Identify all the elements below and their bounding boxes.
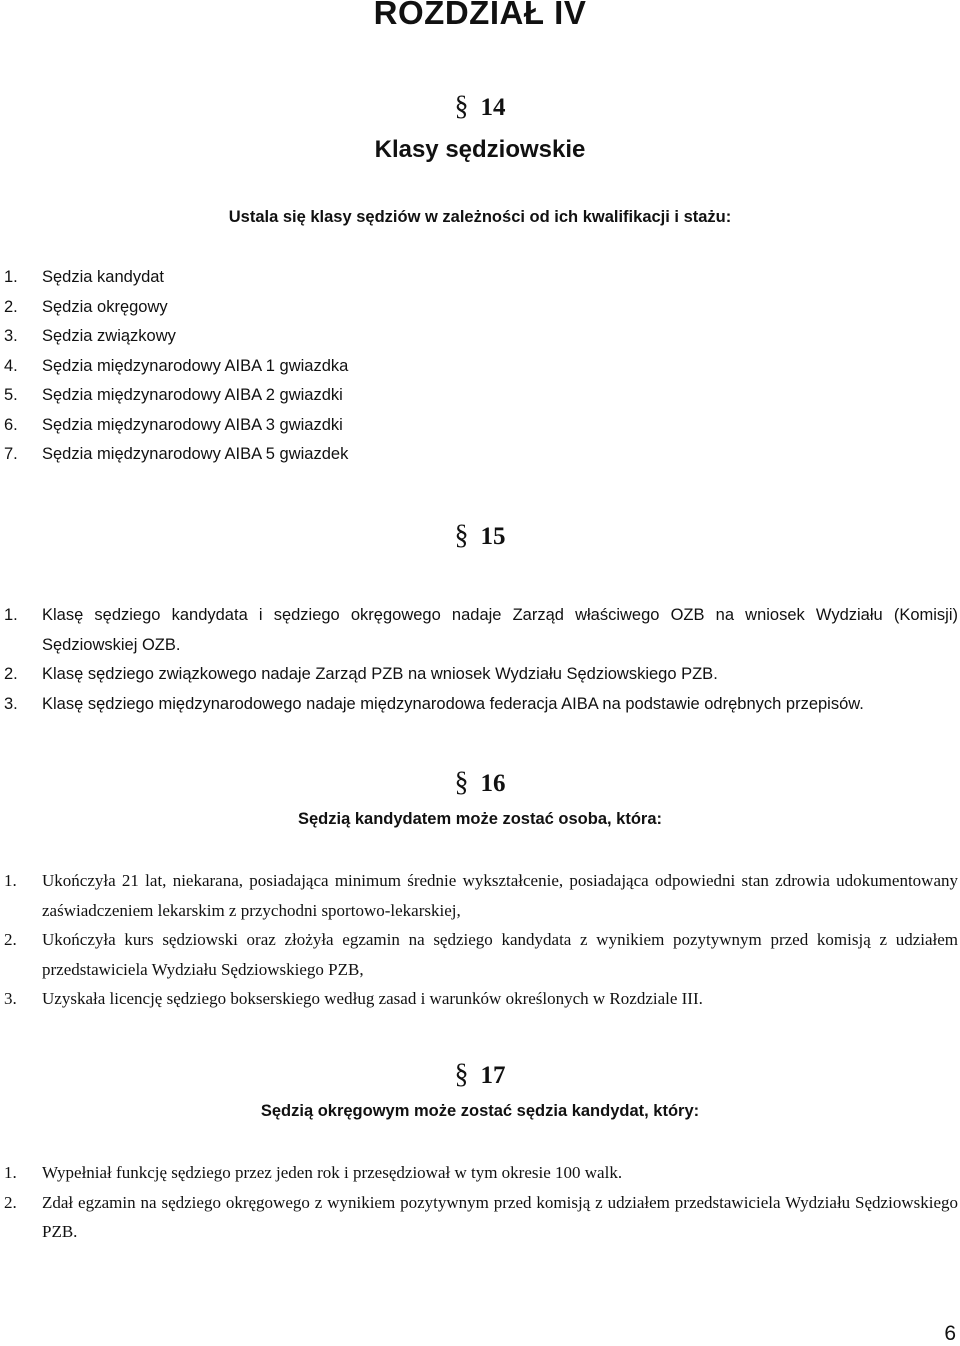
item-text: Wypełniał funkcję sędziego przez jeden rok i przesędziował w tym okresie 100 walk. [42, 1163, 623, 1182]
section-symbol: § [454, 767, 469, 798]
section-16-intro: Sędzią kandydatem może zostać osoba, która: [297, 810, 663, 828]
item-text: Sędzia okręgowy [42, 297, 168, 316]
item-text: Sędzia międzynarodowy AIBA 3 gwiazdki [42, 415, 343, 434]
section-14-intro: Ustala się klasy sędziów w zależności od ich kwalifikacji i stażu: [228, 208, 732, 226]
item-text: Ukończyła 21 lat, niekarana, posiadająca minimum średnie wykształcenie, posiadająca odpowiedni stan zdrowia udokumentowany zaświadczeniem lekarskim z przychodni sportowo-lekarskiej, [42, 871, 958, 920]
item-text: Klasę sędziego związkowego nadaje Zarząd PZB na wniosek Wydziału Sędziowskiego PZB. [42, 665, 718, 683]
section-15-heading [0, 520, 960, 552]
item-number: 3. [4, 694, 18, 713]
item-text: Uzyskała licencję sędziego bokserskiego według zasad i warunków określonych w Rozdziale III. [42, 989, 703, 1008]
item-text: Sędzia międzynarodowy AIBA 1 gwiazdka [42, 356, 349, 375]
item-text: Sędzia kandydat [42, 268, 165, 286]
list-item [0, 984, 958, 1014]
list-item [0, 411, 958, 441]
section-17-heading [0, 1059, 960, 1091]
section-number: 17 [480, 1062, 506, 1089]
section-number: 15 [480, 523, 506, 550]
item-number: 2. [4, 665, 18, 683]
item-number: 3. [4, 989, 17, 1008]
section-17-list [0, 1158, 958, 1247]
item-text: Klasę sędziego międzynarodowego nadaje międzynarodowa federacja AIBA na podstawie odrębnych przepisów. [42, 694, 864, 713]
list-item [0, 381, 958, 411]
item-number: 3. [4, 327, 18, 345]
item-number: 5. [4, 386, 18, 404]
list-item [0, 263, 958, 293]
section-number: 14 [480, 94, 506, 121]
section-number: 16 [480, 770, 506, 797]
list-item [0, 866, 958, 925]
item-number: 1. [4, 871, 17, 890]
item-number: 2. [4, 297, 18, 316]
list-item [0, 925, 958, 984]
section-symbol: § [454, 1059, 469, 1090]
list-item [0, 293, 958, 323]
section-14-heading [0, 91, 960, 123]
section-17-intro: Sędzią okręgowym może zostać sędzia kandydat, który: [260, 1102, 700, 1120]
list-item [0, 690, 958, 720]
item-text: Sędzia międzynarodowy AIBA 2 gwiazdki [42, 386, 343, 404]
chapter-title: ROZDZIAŁ IV [373, 0, 587, 31]
list-item [0, 440, 958, 470]
list-item [0, 601, 958, 660]
section-14-list [0, 263, 958, 470]
list-item [0, 322, 958, 352]
list-item [0, 1188, 958, 1247]
item-text: Zdał egzamin na sędziego okręgowego z wynikiem pozytywnym przed komisją z udziałem przedstawiciela Wydziału Sędziowskiego PZB. [42, 1192, 958, 1241]
item-text: Klasę sędziego kandydata i sędziego okręgowego nadaje Zarząd właściwego OZB na wniosek Wydziału (Komisji) Sędziowskiej OZB. [42, 606, 958, 654]
section-symbol: § [454, 91, 469, 122]
list-item [0, 660, 958, 690]
item-number: 1. [4, 268, 18, 286]
list-item [0, 352, 958, 382]
section-14-title: Klasy sędziowskie [374, 136, 586, 163]
section-16-list [0, 866, 958, 1014]
section-15-list [0, 601, 958, 719]
item-number: 1. [4, 1163, 17, 1182]
item-number: 7. [4, 445, 18, 463]
item-text: Sędzia związkowy [42, 327, 176, 345]
list-item [0, 1158, 958, 1188]
section-symbol: § [454, 520, 469, 551]
item-number: 4. [4, 356, 18, 375]
item-number: 1. [4, 606, 18, 624]
item-number: 2. [4, 1192, 17, 1212]
item-text: Ukończyła kurs sędziowski oraz złożyła egzamin na sędziego kandydata z wynikiem pozytywnym przed komisją z udziałem przedstawiciela Wydziału Sędziowskiego PZB, [42, 930, 958, 979]
page-number: 6 [944, 1322, 956, 1345]
section-16-heading [0, 767, 960, 799]
item-number: 6. [4, 415, 18, 434]
item-number: 2. [4, 930, 17, 949]
item-text: Sędzia międzynarodowy AIBA 5 gwiazdek [42, 445, 349, 463]
